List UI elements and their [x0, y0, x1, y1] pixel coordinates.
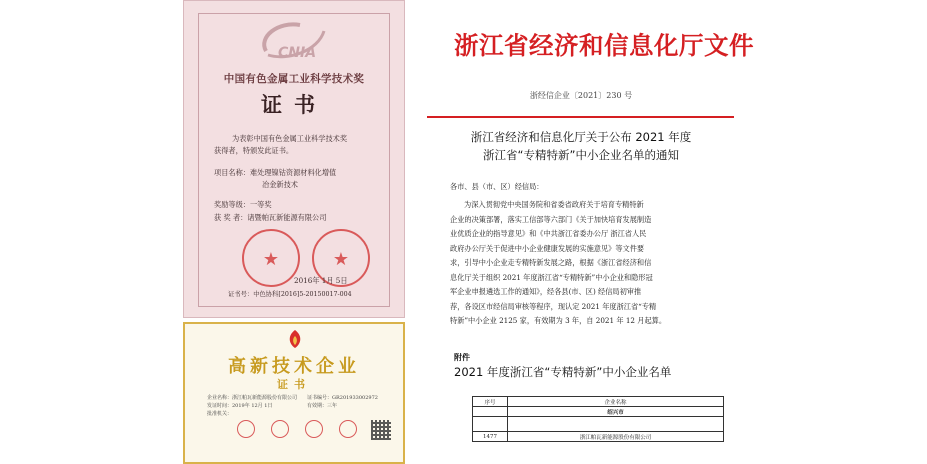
- body-line: 荐，各设区市经信局审核等程序，现认定 2021 年度浙江省“专精: [450, 301, 657, 311]
- row-number: 1477: [473, 432, 508, 442]
- table-header-row: [473, 397, 724, 407]
- red-seal-left: [242, 229, 300, 287]
- notice-title-line-1: 浙江省经济和信息化厅关于公布 2021 年度: [470, 130, 692, 144]
- certificate-number: 证书编号：GR201933002972: [307, 395, 378, 401]
- issue-date: 发证时间：2019年 12月 1日: [207, 403, 273, 409]
- enterprise-list-table: [472, 396, 724, 442]
- issue-date: 2016年 1月 5日: [294, 276, 348, 285]
- validity: 有效期：三年: [307, 403, 338, 409]
- star-icon: ★: [262, 249, 280, 270]
- group-name: 绍兴市: [508, 407, 724, 417]
- flame-emblem-icon: [283, 328, 307, 350]
- body-line: 企业的决策部署，落实工信部等六部门《关于加快培育发展制造: [450, 214, 652, 224]
- body-line: 求，引导中小企业走专精特新发展之路，根据《浙江省经济和信: [450, 258, 652, 267]
- award-grade: 奖励等级：一等奖: [214, 200, 272, 209]
- body-line: 政府办公厅关于促进中小企业健康发展的实施意见》等文件要: [450, 243, 645, 253]
- star-icon: ★: [332, 249, 350, 270]
- enterprise-name: 企业名称：浙江帕瓦新能源股份有限公司: [207, 395, 298, 401]
- notice-title-line-2: 浙江省“专精特新”中小企业名单的通知: [483, 148, 679, 162]
- table-group-row: [473, 407, 724, 417]
- intro-line-2: 获得者，特颁发此证书。: [214, 146, 294, 155]
- award-title: 中国有色金属工业科学技术奖: [223, 73, 365, 85]
- certificate-title: 高新技术企业: [228, 356, 360, 377]
- document-number: 浙经信企业〔2021〕230 号: [529, 91, 633, 100]
- document-header: 浙江省经济和信息化厅文件: [454, 31, 754, 60]
- column-header-enterprise: 企业名称: [508, 397, 724, 407]
- high-tech-enterprise-certificate: [183, 322, 405, 464]
- notice-body: [450, 198, 726, 329]
- table-row: [473, 432, 724, 442]
- red-seal: [305, 420, 323, 438]
- body-line: 为深入贯彻党中央国务院和省委省政府关于培育专精特新: [464, 200, 644, 209]
- red-seal: [339, 420, 357, 438]
- cnia-logo: [248, 17, 338, 67]
- body-line: 军企业申报遴选工作的通知》，经各县(市、区) 经信局初审推: [450, 287, 642, 296]
- row-enterprise-name: 浙江帕瓦新能源股份有限公司: [508, 432, 724, 442]
- qr-code-icon: [371, 420, 391, 440]
- certificate-heading: 证书: [261, 92, 327, 117]
- approving-authority: 批准机关：: [207, 411, 233, 417]
- official-notice-document: [422, 0, 754, 464]
- red-seal: [237, 420, 255, 438]
- body-line: 特新”中小企业 2125 家，有效期为 3 年，自 2021 年 12 月起算。: [450, 316, 667, 325]
- svg-text:CNIA: CNIA: [278, 45, 317, 61]
- body-line: 业优质企业的指导意见》和《中共浙江省委办公厅 浙江省人民: [450, 229, 647, 238]
- table-gap-row: [473, 417, 724, 432]
- project-name-line-1: 项目名称：难处理镍钴资源材料化增值: [214, 168, 337, 177]
- award-certificate: [183, 0, 405, 318]
- certificate-subtitle: 证书: [277, 378, 311, 391]
- awardee: 获 奖 者：诸暨帕瓦新能源有限公司: [214, 213, 327, 222]
- column-header-number: 序号: [473, 397, 508, 407]
- red-divider: [427, 116, 734, 118]
- body-line: 息化厅关于组织 2021 年度浙江省“专精特新”中小企业和隐形冠: [450, 272, 653, 282]
- attachment-label: 附件: [454, 353, 470, 362]
- project-name-line-2: 冶金新技术: [262, 180, 298, 189]
- red-seal: [271, 420, 289, 438]
- salutation: 各市、县（市、区）经信局：: [450, 182, 544, 191]
- intro-line-1: 为表彰中国有色金属工业科学技术奖: [232, 134, 348, 143]
- attachment-title: 2021 年度浙江省“专精特新”中小企业名单: [454, 365, 672, 379]
- certificate-number: 证书号：中色协科[2016]5-20150017-004: [228, 291, 352, 298]
- group-cell-empty: [473, 407, 508, 417]
